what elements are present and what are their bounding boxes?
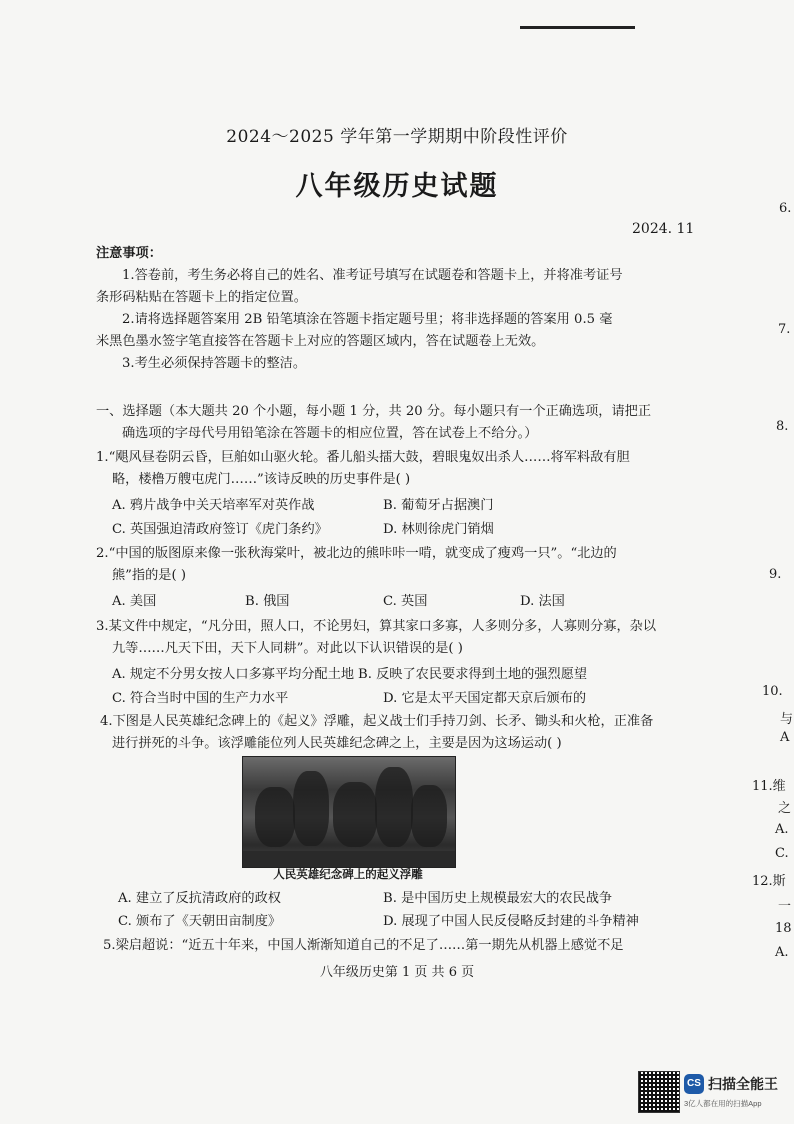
camscanner-logo-icon: CS (684, 1074, 704, 1094)
top-border-line (520, 26, 635, 29)
q1-stem: 1.“飓风昼卷阴云昏，巨舶如山驱火轮。番儿船头擂大鼓，碧眼鬼奴出杀人……将军料敌有胆 (96, 450, 630, 465)
notice-item-3: 3.考生必须保持答题卡的整洁。 (122, 356, 307, 371)
notice-title: 注意事项： (96, 246, 162, 261)
q3-stem: 3.某文件中规定，“凡分田，照人口，不论男妇，算其家口多寡，人多则分多，人寡则分寡，杂以 (96, 619, 657, 634)
q2-stem-cont: 熊”指的是( ) (112, 568, 186, 583)
q3-option-b: B. 反映了农民要求得到土地的强烈愿望 (358, 667, 588, 682)
q2-option-b: B. 俄国 (245, 594, 290, 609)
exam-date: 2024. 11 (632, 221, 695, 237)
q4-option-b: B. 是中国历史上规模最宏大的农民战争 (383, 891, 613, 906)
q3-stem-cont: 九等……凡天下田，天下人同耕”。对此以下认识错误的是( ) (112, 641, 463, 656)
edge-fragment-1: 与 (780, 712, 794, 727)
edge-q10: 10. (762, 684, 783, 699)
exam-title: 八年级历史试题 (295, 171, 499, 202)
edge-q6: 6. (779, 201, 792, 216)
edge-q8: 8. (776, 419, 789, 434)
notice-item-2-cont: 米黑色墨水签字笔直接答在答题卡上对应的答题区域内，答在试题卷上无效。 (96, 334, 545, 349)
q4-stem-cont: 进行拼死的斗争。该浮雕能位列人民英雄纪念碑之上，主要是因为这场运动( ) (112, 736, 562, 751)
edge-fragment-5: C. (775, 846, 789, 861)
edge-q9: 9. (769, 567, 782, 582)
q4-option-d: D. 展现了中国人民反侵略反封建的斗争精神 (383, 914, 639, 929)
section-heading-cont: 确选项的字母代号用铅笔涂在答题卡的相应位置，答在试卷上不给分。） (122, 426, 538, 441)
q3-option-d: D. 它是太平天国定都天京后颁布的 (383, 691, 587, 706)
page-footer: 八年级历史第 1 页 共 6 页 (319, 965, 475, 980)
scanner-app-tagline: 3亿人都在用的扫描App (684, 1099, 762, 1108)
q2-option-d: D. 法国 (520, 594, 565, 609)
q3-option-c: C. 符合当时中国的生产力水平 (112, 691, 289, 706)
q4-option-a: A. 建立了反抗清政府的政权 (118, 891, 281, 906)
edge-fragment-7: 18 (775, 921, 792, 936)
q2-option-c: C. 英国 (383, 594, 428, 609)
edge-fragment-6: 一 (778, 899, 792, 914)
scanner-app-name: 扫描全能王 (708, 1076, 778, 1092)
q1-option-c: C. 英国强迫清政府签订《虎门条约》 (112, 522, 328, 537)
qr-code-icon (638, 1071, 680, 1113)
q1-option-b: B. 葡萄牙占据澳门 (383, 498, 494, 513)
edge-q11: 11.维 (752, 779, 786, 794)
q3-option-a: A. 规定不分男女按人口多寡平均分配土地 (112, 667, 355, 682)
exam-header: 2024～2025 学年第一学期期中阶段性评价 (226, 127, 568, 147)
edge-q7: 7. (778, 322, 791, 337)
q1-option-a: A. 鸦片战争中关天培率军对英作战 (112, 498, 315, 513)
relief-caption: 人民英雄纪念碑上的起义浮雕 (273, 867, 423, 881)
notice-item-2: 2.请将选择题答案用 2B 铅笔填涂在答题卡指定题号里；将非选择题的答案用 0.5 毫 (122, 312, 613, 327)
edge-fragment-4: A. (775, 822, 789, 837)
q4-option-c: C. 颁布了《天朝田亩制度》 (118, 914, 282, 929)
edge-q12: 12.斯 (752, 874, 786, 889)
section-heading: 一、选择题（本大题共 20 个小题，每小题 1 分，共 20 分。每小题只有一个正确选项，请把正 (96, 404, 652, 419)
q4-stem: 4.下图是人民英雄纪念碑上的《起义》浮雕，起义战士们手持刀剑、长矛、锄头和火枪，正准备 (100, 714, 654, 729)
q1-option-d: D. 林则徐虎门销烟 (383, 522, 494, 537)
q5-stem: 5.梁启超说：“近五十年来，中国人渐渐知道自己的不足了……第一期先从机器上感觉不足 (103, 938, 624, 953)
relief-sculpture-image (242, 756, 456, 868)
q2-stem: 2.“中国的版图原来像一张秋海棠叶，被北边的熊咔咔一啃，就变成了瘦鸡一只”。“北边的 (96, 546, 617, 561)
q1-stem-cont: 略，楼橹万艘屯虎门……”该诗反映的历史事件是( ) (112, 472, 411, 487)
edge-fragment-3: 之 (778, 801, 792, 816)
q2-option-a: A. 美国 (112, 594, 157, 609)
edge-fragment-8: A. (775, 945, 789, 960)
edge-fragment-2: A (780, 730, 790, 745)
notice-item-1: 1.答卷前，考生务必将自己的姓名、准考证号填写在试题卷和答题卡上，并将准考证号 (122, 268, 623, 283)
notice-item-1-cont: 条形码粘贴在答题卡上的指定位置。 (96, 290, 307, 305)
